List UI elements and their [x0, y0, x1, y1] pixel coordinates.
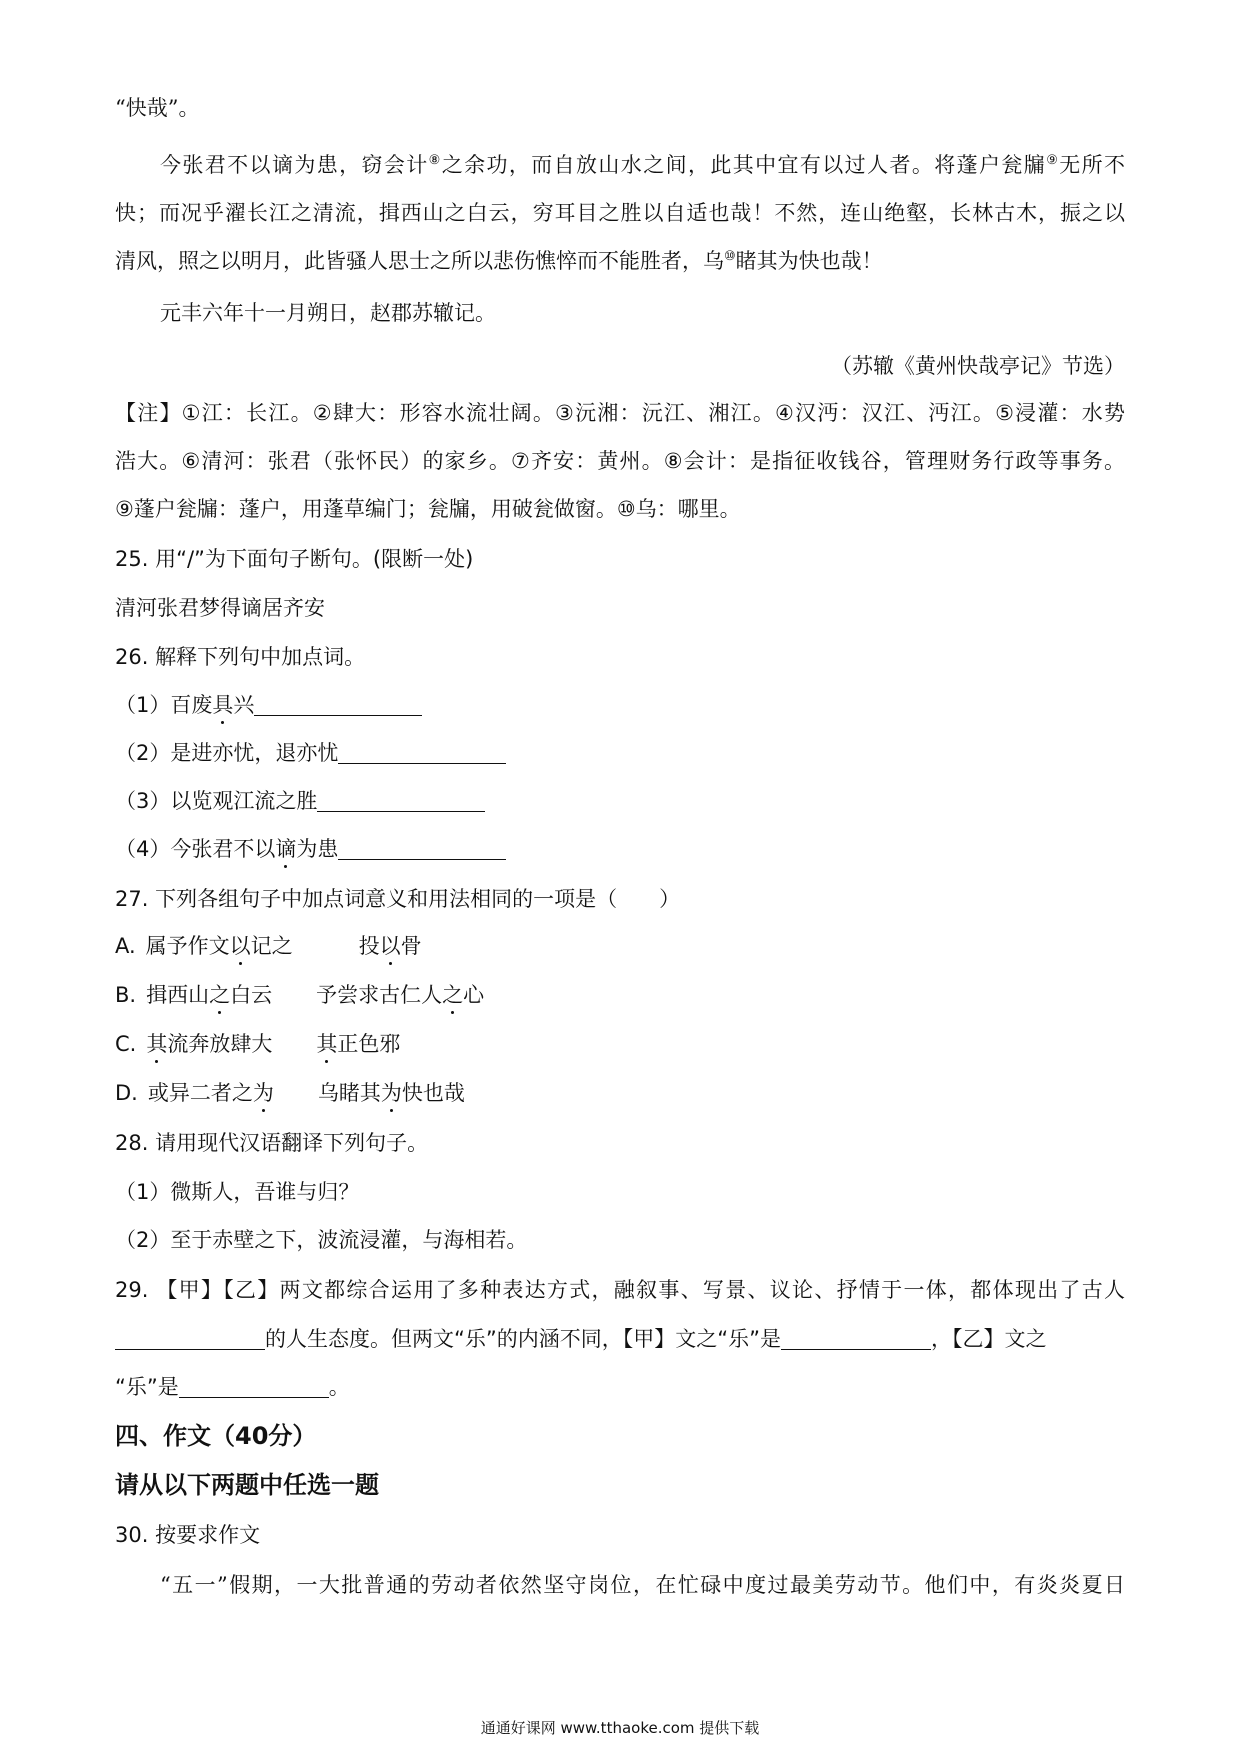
passage-text: “快哉”。 — [115, 96, 200, 120]
option-text: 投 — [358, 934, 380, 958]
note-marker: ⑩ — [724, 249, 736, 264]
answer-blank[interactable] — [179, 1375, 329, 1398]
option-text: 揖西山 — [146, 983, 210, 1007]
question-text: 25. 用“/”为下面句子断句。(限断一处) — [115, 547, 474, 571]
footer-text: 通通好课网 www.tthaoke.com 提供下载 — [480, 1719, 760, 1737]
option-text: 白云 — [230, 983, 273, 1007]
question-26-item-1 — [115, 690, 1125, 720]
question-text: 27. 下列各组句子中加点词意义和用法相同的一项是（ ） — [115, 887, 681, 911]
passage-source — [115, 351, 1125, 381]
option-text: 快也哉 — [401, 1081, 465, 1105]
question-text: “乐”是 — [115, 1375, 179, 1399]
option-text: 正色邪 — [337, 1032, 401, 1056]
passage-paragraph-line — [160, 150, 1125, 180]
notes-text: ⑨蓬户瓮牖：蓬户，用蓬草编门；瓮牖，用破瓮做窗。⑩乌：哪里。 — [115, 497, 741, 521]
heading-text: 四、作文（40分） — [115, 1422, 317, 1450]
passage-text: 睹其为快也哉！ — [735, 249, 883, 273]
item-text: （2）至于赤壁之下，波流浸灌，与海相若。 — [115, 1228, 528, 1252]
option-text: 或异二者之 — [147, 1081, 253, 1105]
item-text: 为患 — [296, 837, 339, 861]
answer-blank[interactable] — [338, 741, 506, 764]
note-marker: ⑧ — [428, 153, 442, 168]
source-text: （苏辙《黄州快哉亭记》节选） — [831, 354, 1125, 378]
question-27-option-c[interactable] — [115, 1029, 1125, 1059]
question-27-option-b[interactable] — [115, 980, 1125, 1010]
item-text: （1）百废 — [115, 693, 213, 717]
item-text: （2）是进亦忧，退亦忧 — [115, 741, 339, 765]
item-text: （1）微斯人，吾谁与归？ — [115, 1180, 360, 1204]
dotted-word: 之 — [442, 980, 463, 1010]
heading-text: 请从以下两题中任选一题 — [115, 1471, 379, 1499]
question-text: 26. 解释下列句中加点词。 — [115, 645, 366, 669]
passage-date-line — [160, 298, 1125, 328]
dotted-word: 谪 — [275, 834, 296, 864]
question-29-line — [115, 1275, 1125, 1305]
dotted-word: 之 — [209, 980, 230, 1010]
passage-paragraph-line — [115, 198, 1125, 228]
notes-line — [115, 398, 1125, 428]
question-26-item-4 — [115, 834, 1125, 864]
answer-blank[interactable] — [254, 693, 422, 716]
question-27-stem — [115, 884, 1125, 914]
section-4-title — [115, 1421, 1125, 1451]
answer-blank[interactable] — [781, 1327, 931, 1350]
passage-text: 元丰六年十一月朔日，赵郡苏辙记。 — [160, 301, 496, 325]
dotted-word: 以 — [380, 931, 401, 961]
essay-prompt-line — [160, 1570, 1125, 1600]
passage-text: 清风，照之以明月，此皆骚人思士之所以悲伤憔悴而不能胜者，乌 — [115, 249, 724, 273]
dotted-word: 具 — [212, 690, 233, 720]
question-29-line — [115, 1324, 1125, 1354]
question-26-item-3 — [115, 786, 1125, 816]
question-text: 的人生态度。但两文“乐”的内涵不同，【甲】文之“乐”是 — [265, 1327, 782, 1351]
section-4-subtitle — [115, 1470, 1125, 1500]
question-27-option-d[interactable] — [115, 1078, 1125, 1108]
question-26-item-2 — [115, 738, 1125, 768]
answer-blank[interactable] — [115, 1327, 265, 1350]
item-text: （3）以览观江流之胜 — [115, 789, 318, 813]
dotted-word: 为 — [253, 1078, 274, 1108]
question-text: 29. 【甲】【乙】两文都综合运用了多种表达方式，融叙事、写景、议论、抒情于一体，都体现出了古人 — [115, 1278, 1125, 1302]
question-text: 。 — [328, 1375, 350, 1399]
question-text: ，【乙】文之 — [931, 1327, 1047, 1351]
item-text: 兴 — [233, 693, 255, 717]
option-label: A. — [115, 934, 136, 958]
passage-text: 今张君不以谪为患，窃会计 — [160, 153, 429, 177]
dotted-word: 为 — [381, 1078, 402, 1108]
question-25-stem — [115, 544, 1125, 574]
notes-line — [115, 446, 1125, 476]
prompt-text: “五一”假期，一大批普通的劳动者依然坚守岗位，在忙碌中度过最美劳动节。他们中，有炎炎夏日 — [160, 1573, 1125, 1597]
notes-text: 【注】①江：长江。②肆大：形容水流壮阔。③沅湘：沅江、湘江。④汉沔：汉江、沔江。⑤浸灌：水势 — [115, 401, 1125, 425]
passage-opening-line — [115, 93, 1125, 123]
dotted-word: 以 — [230, 931, 251, 961]
question-25-sentence — [115, 593, 1125, 623]
question-29-line — [115, 1372, 1125, 1402]
question-text: 30. 按要求作文 — [115, 1523, 261, 1547]
question-30-stem — [115, 1520, 1125, 1550]
question-27-option-a[interactable] — [115, 931, 1125, 961]
option-label: D. — [115, 1081, 138, 1105]
question-28-item-2 — [115, 1225, 1125, 1255]
question-28-stem — [115, 1128, 1125, 1158]
passage-paragraph-line — [115, 246, 1125, 276]
option-text: 骨 — [400, 934, 422, 958]
question-text: 28. 请用现代汉语翻译下列句子。 — [115, 1131, 429, 1155]
notes-line — [115, 494, 1125, 524]
passage-text: 之余功，而自放山水之间，此其中宜有以过人者。将蓬户瓮牖 — [441, 153, 1047, 177]
answer-blank[interactable] — [317, 789, 485, 812]
option-label: B. — [115, 983, 137, 1007]
page-footer — [0, 1717, 1240, 1738]
notes-text: 浩大。⑥清河：张君（张怀民）的家乡。⑦齐安：黄州。⑧会计：是指征收钱谷，管理财务行政等事务。 — [115, 449, 1125, 473]
option-text: 流奔放肆大 — [167, 1032, 273, 1056]
option-text: 予尝求古仁人 — [316, 983, 443, 1007]
note-marker: ⑨ — [1046, 153, 1060, 168]
option-text: 乌睹其 — [317, 1081, 381, 1105]
option-text: 记之 — [250, 934, 293, 958]
dotted-word: 其 — [316, 1029, 337, 1059]
question-28-item-1 — [115, 1177, 1125, 1207]
item-text: （4）今张君不以 — [115, 837, 276, 861]
passage-text: 无所不 — [1059, 153, 1126, 177]
option-text: 属予作文 — [145, 934, 230, 958]
passage-text: 快；而况乎濯长江之清流，揖西山之白云，穷耳目之胜以自适也哉！不然，连山绝壑，长林古木，振之以 — [115, 201, 1125, 225]
answer-blank[interactable] — [338, 837, 506, 860]
option-label: C. — [115, 1032, 137, 1056]
question-26-stem — [115, 642, 1125, 672]
question-text: 清河张君梦得谪居齐安 — [115, 596, 325, 620]
dotted-word: 其 — [146, 1029, 167, 1059]
option-text: 心 — [463, 983, 485, 1007]
